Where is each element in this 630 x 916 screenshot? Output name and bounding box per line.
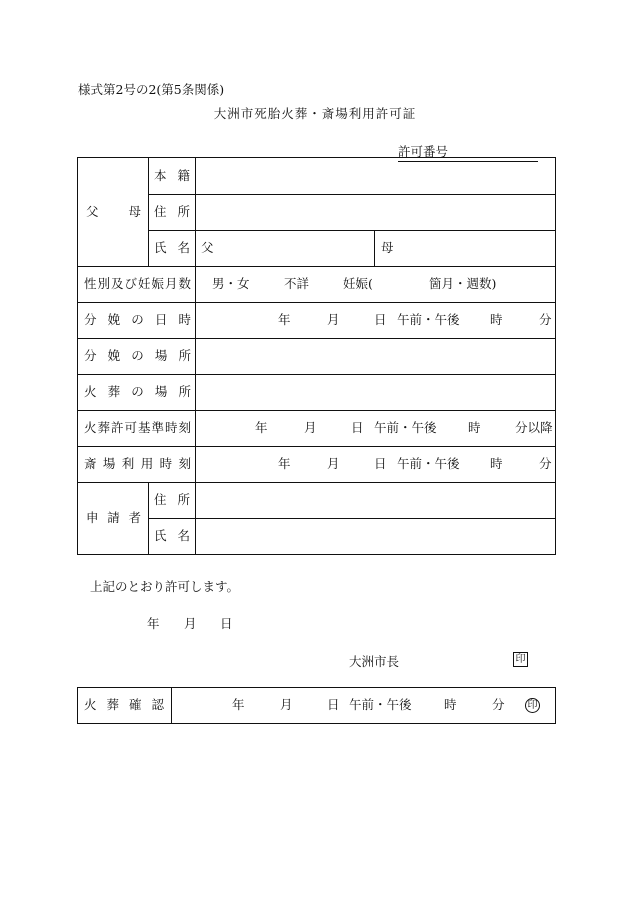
row-divider bbox=[78, 410, 555, 411]
facility-year-unit: 年 bbox=[278, 456, 291, 471]
cremation-place-label: 火葬の場所 bbox=[84, 384, 191, 399]
mayor-title: 大洲市長 bbox=[349, 654, 400, 669]
sex-pregnancy-label: 性別及び妊娠月数 bbox=[84, 276, 191, 291]
birth-datetime-label: 分娩の日時 bbox=[84, 312, 191, 327]
row-divider bbox=[148, 518, 555, 519]
facility-day-unit: 日 bbox=[374, 456, 387, 471]
facility-ampm: 午前・午後 bbox=[397, 456, 460, 471]
cremation-confirmation-table bbox=[77, 687, 556, 724]
applicant-label: 申請者 bbox=[86, 510, 141, 525]
mayor-seal-icon: 印 bbox=[513, 652, 528, 667]
confirm-hour-unit: 時 bbox=[444, 697, 457, 712]
permit-year-unit: 年 bbox=[255, 420, 268, 435]
row-divider bbox=[78, 302, 555, 303]
confirm-ampm: 午前・午後 bbox=[349, 697, 412, 712]
parents-label: 父母 bbox=[86, 204, 141, 219]
row-divider bbox=[148, 230, 555, 231]
confirmation-label: 火葬確認 bbox=[84, 697, 164, 712]
pregnancy-suffix: 箇月・週数) bbox=[429, 276, 497, 291]
birth-hour-unit: 時 bbox=[490, 312, 503, 327]
permit-day-unit: 日 bbox=[351, 420, 364, 435]
facility-minute-unit: 分 bbox=[539, 456, 552, 471]
permit-month-unit: 月 bbox=[304, 420, 317, 435]
applicant-name-label: 氏名 bbox=[154, 528, 190, 543]
row-divider bbox=[78, 482, 555, 483]
row-divider bbox=[78, 446, 555, 447]
col-divider bbox=[195, 158, 196, 554]
sex-options: 男・女 bbox=[212, 276, 250, 291]
applicant-address-label: 住所 bbox=[154, 492, 190, 507]
issue-month-unit: 月 bbox=[184, 616, 197, 631]
confirm-year-unit: 年 bbox=[232, 697, 245, 712]
honseki-label: 本籍 bbox=[154, 168, 190, 183]
confirm-minute-unit: 分 bbox=[492, 697, 505, 712]
col-divider bbox=[171, 688, 172, 723]
permit-hour-unit: 時 bbox=[468, 420, 481, 435]
col-divider bbox=[374, 230, 375, 266]
sex-unknown: 不詳 bbox=[284, 276, 310, 291]
birth-ampm: 午前・午後 bbox=[397, 312, 460, 327]
form-title: 大洲市死胎火葬・斎場利用許可証 bbox=[213, 106, 417, 121]
row-divider bbox=[78, 266, 555, 267]
row-divider bbox=[78, 374, 555, 375]
issue-year-unit: 年 bbox=[147, 616, 160, 631]
parents-name-label: 氏名 bbox=[154, 240, 190, 255]
facility-month-unit: 月 bbox=[327, 456, 340, 471]
row-divider bbox=[148, 194, 555, 195]
parents-address-label: 住所 bbox=[154, 204, 190, 219]
birth-minute-unit: 分 bbox=[539, 312, 552, 327]
col-divider bbox=[148, 158, 149, 266]
col-divider bbox=[148, 482, 149, 554]
permit-statement: 上記のとおり許可します。 bbox=[90, 579, 240, 594]
row-divider bbox=[78, 338, 555, 339]
permit-time-label: 火葬許可基準時刻 bbox=[84, 420, 191, 435]
permit-ampm: 午前・午後 bbox=[374, 420, 437, 435]
birth-place-label: 分娩の場所 bbox=[84, 348, 191, 363]
permit-number-field[interactable]: 許可番号 bbox=[398, 142, 538, 162]
birth-year-unit: 年 bbox=[278, 312, 291, 327]
confirm-month-unit: 月 bbox=[280, 697, 293, 712]
issue-day-unit: 日 bbox=[220, 616, 233, 631]
father-label: 父 bbox=[201, 240, 214, 255]
facility-hour-unit: 時 bbox=[490, 456, 503, 471]
pregnancy-prefix: 妊娠( bbox=[343, 276, 373, 291]
confirm-day-unit: 日 bbox=[327, 697, 340, 712]
facility-time-label: 斎場利用時刻 bbox=[84, 456, 191, 471]
birth-month-unit: 月 bbox=[327, 312, 340, 327]
mother-label: 母 bbox=[381, 240, 394, 255]
form-code: 様式第2号の2(第5条関係) bbox=[78, 82, 225, 97]
birth-day-unit: 日 bbox=[374, 312, 387, 327]
confirmation-seal-icon: 印 bbox=[525, 698, 540, 713]
permit-minute-after: 分以降 bbox=[515, 420, 553, 435]
permit-form-table bbox=[77, 157, 556, 555]
